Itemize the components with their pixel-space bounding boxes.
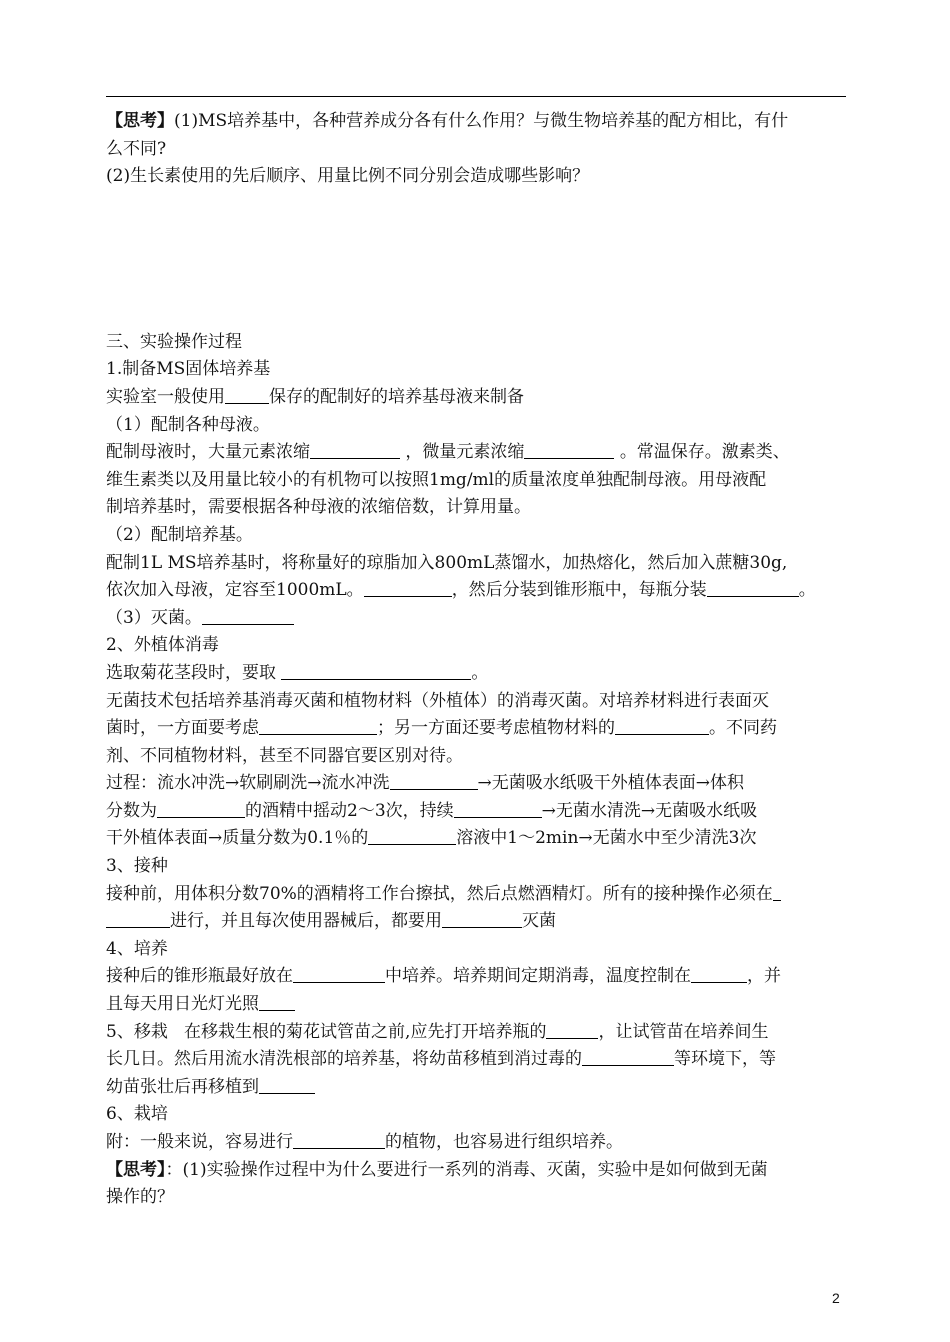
fill-blank[interactable]	[582, 1048, 674, 1066]
subsection-4: 4、培养	[106, 938, 168, 959]
think2-line2: 操作的？	[106, 1187, 174, 1208]
transplant-line1: 5、移栽 在移栽生根的菊花试管苗之前,应先打开培养瓶的 ，让试管苗在培养间生	[106, 1021, 769, 1042]
sub-3: （3）灭菌。	[106, 605, 846, 633]
mother-line1: 配制母液时，大量元素浓缩 ，微量元素浓缩 。常温保存。激素类、	[106, 442, 790, 463]
subsection-1: 1.制备MS固体培养基	[106, 359, 271, 380]
fill-blank[interactable]	[390, 772, 478, 790]
header-rule	[106, 96, 846, 97]
answer-space	[106, 191, 846, 329]
think2-line1: 【思考】：(1)实验操作过程中为什么要进行一系列的消毒、灭菌，实验中是如何做到无菌	[106, 1159, 768, 1180]
mother-line2: 维生素类以及用量比较小的有机物可以按照1mg/ml的质量浓度单独配制母液。用母液配	[106, 469, 767, 490]
s2-line4: 剂、不同植物材料，甚至不同器官要区别对待。	[106, 745, 463, 766]
fill-blank[interactable]	[707, 579, 799, 597]
transplant-line2: 长几日。然后用流水清洗根部的培养基，将幼苗移植到消过毒的 等环境下，等	[106, 1049, 776, 1070]
fill-blank[interactable]	[615, 717, 709, 735]
think1-line3: (2)生长素使用的先后顺序、用量比例不同分别会造成哪些影响？	[106, 166, 590, 187]
fill-blank[interactable]	[225, 386, 269, 404]
sub-2: （2）配制培养基。	[106, 524, 253, 545]
fill-blank[interactable]	[259, 993, 295, 1011]
section-title: 三、实验操作过程	[106, 331, 242, 352]
inoc-line2: 进行，并且每次使用器械后，都要用 灭菌	[106, 908, 846, 936]
transplant-line3: 幼苗张壮后再移植到	[106, 1074, 846, 1102]
process-line3: 干外植体表面→质量分数为0.1％的 溶液中1～2min→无菌水中至少清洗3次	[106, 828, 757, 849]
s2-line1: 选取菊花茎段时，要取 。	[106, 662, 489, 683]
subsection-3: 3、接种	[106, 856, 168, 877]
think1-line1: 【思考】(1)MS培养基中，各种营养成分各有什么作用？与微生物培养基的配方相比，有什	[106, 111, 789, 131]
think-bracket: 【思考】	[106, 1159, 166, 1180]
medium-line2: 依次加入母液，定容至1000mL。 ，然后分装到锥形瓶中，每瓶分装 。	[106, 580, 816, 601]
fill-blank[interactable]	[773, 883, 781, 901]
culture-line1: 接种后的锥形瓶最好放在 中培养。培养期间定期消毒，温度控制在 ，并	[106, 966, 781, 987]
sub-1: （1）配制各种母液。	[106, 414, 270, 435]
s2-line3: 菌时，一方面要考虑 ；另一方面还要考虑植物材料的 。不同药	[106, 718, 777, 739]
page-number: 2	[832, 1290, 840, 1306]
fill-blank[interactable]	[202, 607, 294, 625]
think-bracket: 【思考】	[106, 111, 174, 131]
s2-line2: 无菌技术包括培养基消毒灭菌和植物材料（外植体）的消毒灭菌。对培养材料进行表面灭	[106, 690, 769, 711]
fill-blank[interactable]	[293, 965, 385, 983]
fill-blank[interactable]	[454, 800, 542, 818]
fill-blank[interactable]	[259, 1076, 315, 1094]
fill-blank[interactable]	[310, 441, 400, 459]
medium-line1: 配制1L MS培养基时，将称量好的琼脂加入800mL蒸馏水，加热熔化，然后加入蔗糖30g,	[106, 552, 788, 573]
fill-blank[interactable]	[364, 579, 452, 597]
fill-blank[interactable]	[524, 441, 614, 459]
document-body	[106, 108, 846, 1212]
s1-intro: 实验室一般使用 保存的配制好的培养基母液来制备	[106, 386, 524, 407]
fill-blank[interactable]	[293, 1131, 385, 1149]
think1-line2: 么不同?	[106, 138, 167, 159]
fill-blank[interactable]	[106, 910, 170, 928]
fill-blank[interactable]	[546, 1021, 598, 1039]
subsection-2: 2、外植体消毒	[106, 635, 219, 656]
mother-line3: 制培养基时，需要根据各种母液的浓缩倍数，计算用量。	[106, 497, 531, 518]
fill-blank[interactable]	[442, 910, 522, 928]
process-line1: 过程：流水冲洗→软刷刷洗→流水冲洗 →无菌吸水纸吸干外植体表面→体积	[106, 773, 744, 794]
appendix-line: 附：一般来说，容易进行 的植物，也容易进行组织培养。	[106, 1132, 623, 1152]
fill-blank[interactable]	[691, 965, 747, 983]
culture-line2: 且每天用日光灯光照	[106, 991, 846, 1019]
fill-blank[interactable]	[157, 800, 245, 818]
subsection-6: 6、栽培	[106, 1104, 168, 1125]
fill-blank[interactable]	[368, 827, 456, 845]
inoc-line1: 接种前，用体积分数70%的酒精将工作台擦拭，然后点燃酒精灯。所有的接种操作必须在	[106, 881, 846, 909]
fill-blank[interactable]	[259, 717, 377, 735]
fill-blank[interactable]	[281, 662, 471, 680]
process-line2: 分数为 的酒精中摇动2～3次，持续 →无菌水清洗→无菌吸水纸吸	[106, 800, 758, 821]
